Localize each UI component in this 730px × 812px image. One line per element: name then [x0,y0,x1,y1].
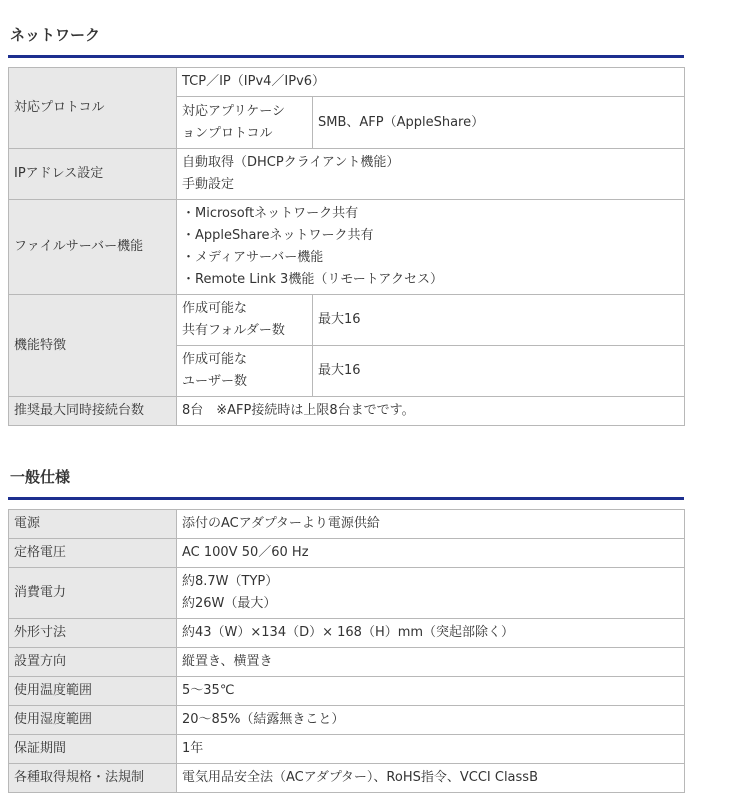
dimensions-label: 外形寸法 [9,619,177,648]
network-section-heading: ネットワーク [8,20,684,58]
rated-voltage-value: AC 100V 50／60 Hz [177,539,685,568]
power-consumption-value [177,568,685,619]
concurrent-value: 8台 ※AFP接続時は上限8台までです。 [177,397,685,426]
shared-folder-label-line2: 共有フォルダー数 [182,323,285,338]
shared-folder-label [177,295,313,346]
concurrent-label: 推奨最大同時接続台数 [9,397,177,426]
power-source-label: 電源 [9,510,177,539]
orientation-value: 縦置き、横置き [177,648,685,677]
features-label: 機能特徴 [9,295,177,397]
operating-humidity-value: 20～85%（結露無きこと） [177,706,685,735]
ip-value-line1: 自動取得（DHCPクライアント機能） [182,155,400,170]
rated-voltage-label: 定格電圧 [9,539,177,568]
protocol-value: TCP／IP（IPv4／IPv6） [177,68,685,97]
operating-humidity-label: 使用湿度範囲 [9,706,177,735]
app-protocol-label [177,97,313,149]
warranty-label: 保証期間 [9,735,177,764]
power-consumption-max: 約26W（最大） [182,596,277,611]
ip-value-line2: 手動設定 [182,177,235,192]
network-spec-table [8,67,685,426]
operating-temperature-value: 5～35℃ [177,677,685,706]
users-label-line2: ユーザー数 [182,374,248,389]
power-consumption-typ: 約8.7W（TYP） [182,574,279,589]
power-consumption-label: 消費電力 [9,568,177,619]
warranty-value: 1年 [177,735,685,764]
fileserver-value [177,200,685,295]
app-protocol-label-line1: 対応アプリケーシ [182,103,285,119]
protocol-label: 対応プロトコル [9,68,177,149]
users-label [177,346,313,397]
fileserver-item: ・Microsoftネットワーク共有 [182,206,359,221]
dimensions-value: 約43（W）×134（D）× 168（H）mm（突起部除く） [177,619,685,648]
ip-value [177,149,685,200]
fileserver-label: ファイルサーバー機能 [9,200,177,295]
fileserver-item: ・メディアサーバー機能 [182,250,324,265]
app-protocol-value: SMB、AFP（AppleShare） [313,97,685,149]
fileserver-item: ・AppleShareネットワーク共有 [182,228,374,243]
users-label-line1: 作成可能な [182,352,248,367]
general-spec-table [8,509,685,793]
operating-temperature-label: 使用温度範囲 [9,677,177,706]
users-value: 最大16 [313,346,685,397]
shared-folder-value: 最大16 [313,295,685,346]
orientation-label: 設置方向 [9,648,177,677]
power-source-value: 添付のACアダプターより電源供給 [177,510,685,539]
shared-folder-label-line1: 作成可能な [182,301,248,316]
ip-label: IPアドレス設定 [9,149,177,200]
certifications-value: 電気用品安全法（ACアダプター）、RoHS指令、VCCI ClassB [177,764,685,793]
certifications-label: 各種取得規格・法規制 [9,764,177,793]
app-protocol-label-line2: ョンプロトコル [182,125,273,141]
general-section-heading: 一般仕様 [8,462,684,500]
fileserver-item: ・Remote Link 3機能（リモートアクセス） [182,272,444,287]
